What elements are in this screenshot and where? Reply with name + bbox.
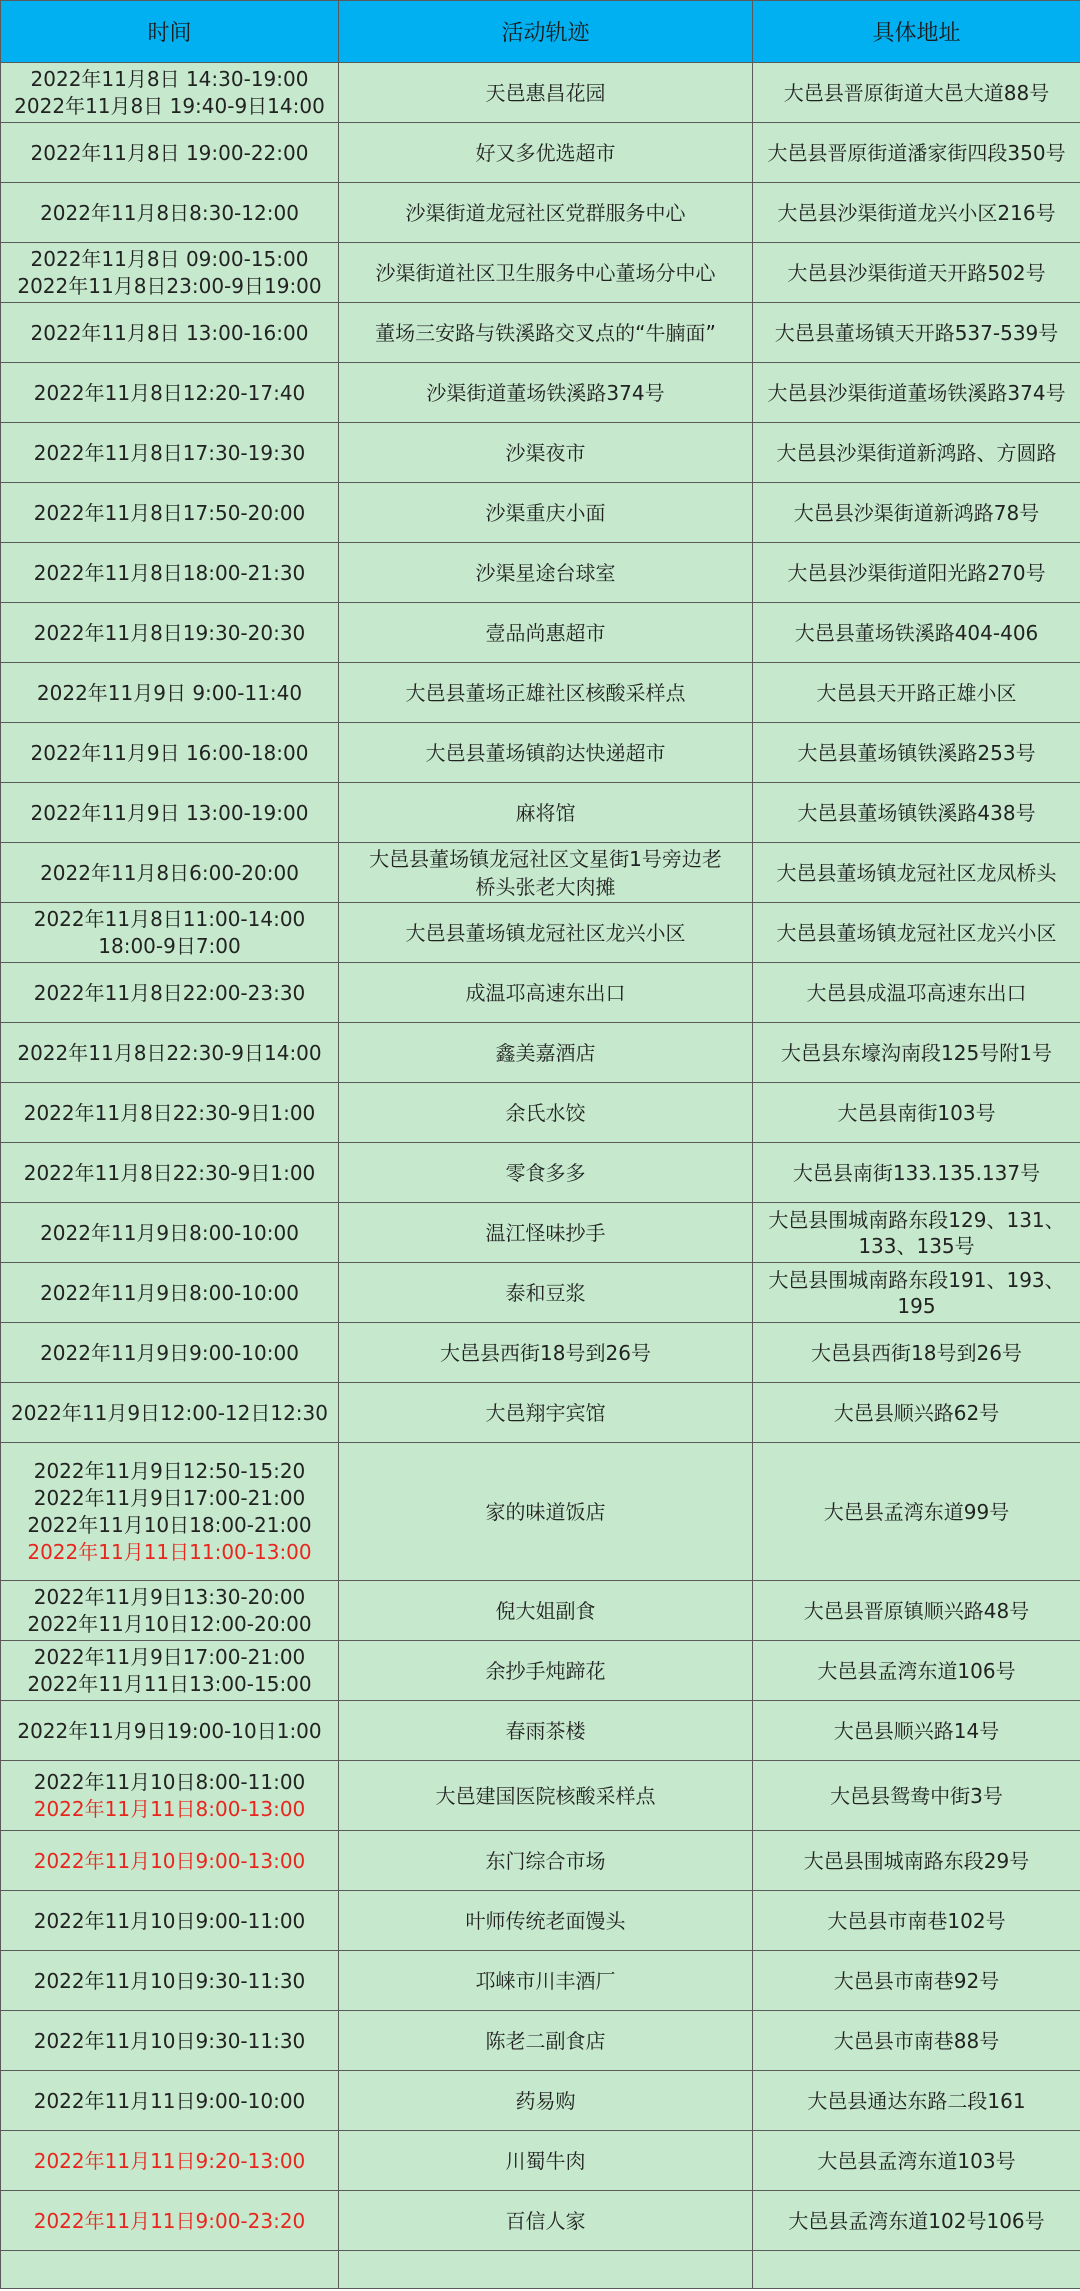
cell-track: 大邑翔宇宾馆 xyxy=(339,1383,753,1443)
cell-track: 大邑县董场镇龙冠社区文星街1号旁边老桥头张老大肉摊 xyxy=(339,843,753,903)
cell-track: 温江怪味抄手 xyxy=(339,1203,753,1263)
time-line: 2022年11月9日19:00-10日1:00 xyxy=(17,1718,322,1743)
cell-address: 大邑县市南巷92号 xyxy=(753,1951,1080,2011)
cell-address: 大邑县董场镇铁溪路253号 xyxy=(753,723,1080,783)
cell-time xyxy=(1,1891,339,1951)
cell-address: 大邑县孟湾东道99号 xyxy=(753,1443,1080,1581)
cell-address: 大邑县围城南路东段129、131、133、135号 xyxy=(753,1203,1080,1263)
table-row xyxy=(1,363,1080,423)
time-line: 2022年11月8日 19:00-22:00 xyxy=(30,140,309,165)
cell-track: 百信人家 xyxy=(339,2191,753,2251)
cell-address: 大邑县沙渠街道天开路502号 xyxy=(753,243,1080,303)
cell-address: 大邑县董场镇天开路537-539号 xyxy=(753,303,1080,363)
table-row xyxy=(1,483,1080,543)
time-line: 2022年11月10日8:00-11:00 xyxy=(33,1769,306,1794)
time-line: 2022年11月9日9:00-10:00 xyxy=(40,1340,299,1365)
cell-time xyxy=(1,483,339,543)
cell-time xyxy=(1,1641,339,1701)
time-line: 2022年11月10日12:00-20:00 xyxy=(27,1611,312,1636)
cell-address: 大邑县晋原镇顺兴路48号 xyxy=(753,1581,1080,1641)
cell-time xyxy=(1,1203,339,1263)
cell-address: 大邑县孟湾东道102号106号 xyxy=(753,2191,1080,2251)
cell-address: 大邑县沙渠街道龙兴小区216号 xyxy=(753,183,1080,243)
time-line: 2022年11月11日8:00-13:00 xyxy=(33,1796,306,1821)
table-row xyxy=(1,2191,1080,2251)
time-line: 2022年11月8日6:00-20:00 xyxy=(40,860,299,885)
cell-track: 春雨茶楼 xyxy=(339,1701,753,1761)
time-line: 2022年11月11日11:00-13:00 xyxy=(27,1539,312,1564)
cell-time xyxy=(1,1443,339,1581)
cell-address: 大邑县晋原街道潘家街四段350号 xyxy=(753,123,1080,183)
cell-time xyxy=(1,1143,339,1203)
cell-time xyxy=(1,1023,339,1083)
cell-address: 大邑县围城南路东段191、193、195 xyxy=(753,1263,1080,1323)
cell-time xyxy=(1,783,339,843)
cell-track: 余抄手炖蹄花 xyxy=(339,1641,753,1701)
cell-time xyxy=(1,2071,339,2131)
cell-time xyxy=(1,663,339,723)
table-row xyxy=(1,2071,1080,2131)
cell-track: 大邑县董场镇龙冠社区龙兴小区 xyxy=(339,903,753,963)
table-row xyxy=(1,843,1080,903)
cell-address: 大邑县市南巷88号 xyxy=(753,2011,1080,2071)
cell-track: 沙渠街道董场铁溪路374号 xyxy=(339,363,753,423)
table-row xyxy=(1,1581,1080,1641)
table-row xyxy=(1,1891,1080,1951)
cell-address: 大邑县董场镇龙冠社区龙凤桥头 xyxy=(753,843,1080,903)
time-line: 2022年11月10日9:00-11:00 xyxy=(33,1908,306,1933)
table-row xyxy=(1,1203,1080,1263)
table-row xyxy=(1,1323,1080,1383)
table-row xyxy=(1,663,1080,723)
time-line: 2022年11月8日22:30-9日1:00 xyxy=(23,1100,316,1125)
time-line: 2022年11月9日17:00-21:00 xyxy=(33,1644,306,1669)
cell-track: 大邑县董场镇韵达快递超市 xyxy=(339,723,753,783)
cell-address: 大邑县顺兴路62号 xyxy=(753,1383,1080,1443)
table-row xyxy=(1,423,1080,483)
cell-time xyxy=(1,183,339,243)
cell-address: 大邑县董场镇铁溪路438号 xyxy=(753,783,1080,843)
table-row xyxy=(1,123,1080,183)
cell-time xyxy=(1,903,339,963)
time-line: 2022年11月8日8:30-12:00 xyxy=(40,200,299,225)
time-line: 2022年11月8日12:20-17:40 xyxy=(33,380,306,405)
table-row xyxy=(1,2011,1080,2071)
header-row xyxy=(1,1,1080,63)
cell-track: 天邑惠昌花园 xyxy=(339,63,753,123)
cell-time xyxy=(1,1831,339,1891)
cell-address: 大邑县围城南路东段29号 xyxy=(753,1831,1080,1891)
table-row xyxy=(1,1831,1080,1891)
table-row xyxy=(1,603,1080,663)
cell-time xyxy=(1,963,339,1023)
table-row xyxy=(1,1641,1080,1701)
time-line: 2022年11月8日17:50-20:00 xyxy=(33,500,306,525)
cell-track: 沙渠夜市 xyxy=(339,423,753,483)
header-address: 具体地址 xyxy=(753,1,1080,63)
table-row xyxy=(1,1023,1080,1083)
cell-time xyxy=(1,423,339,483)
time-line: 2022年11月11日13:00-15:00 xyxy=(27,1671,312,1696)
cell-address: 大邑县晋原街道大邑大道88号 xyxy=(753,63,1080,123)
header-track: 活动轨迹 xyxy=(339,1,753,63)
cell-time xyxy=(1,63,339,123)
time-line: 2022年11月9日17:00-21:00 xyxy=(33,1485,306,1510)
time-line: 2022年11月10日9:00-13:00 xyxy=(33,1848,306,1873)
table-row xyxy=(1,1951,1080,2011)
cell-time xyxy=(1,1761,339,1831)
cell-time xyxy=(1,1263,339,1323)
time-line: 2022年11月9日 13:00-19:00 xyxy=(30,800,309,825)
cell-track xyxy=(339,2251,753,2289)
table-row xyxy=(1,1383,1080,1443)
cell-time xyxy=(1,243,339,303)
cell-time xyxy=(1,2131,339,2191)
time-line: 2022年11月8日17:30-19:30 xyxy=(33,440,306,465)
cell-address: 大邑县顺兴路14号 xyxy=(753,1701,1080,1761)
cell-time xyxy=(1,1083,339,1143)
time-line: 2022年11月11日9:00-10:00 xyxy=(33,2088,306,2113)
cell-track: 零食多多 xyxy=(339,1143,753,1203)
table-row xyxy=(1,2251,1080,2289)
time-line: 2022年11月8日11:00-14:00 xyxy=(33,906,306,931)
cell-address: 大邑县天开路正雄小区 xyxy=(753,663,1080,723)
cell-track: 大邑县西街18号到26号 xyxy=(339,1323,753,1383)
cell-track: 大邑县董场正雄社区核酸采样点 xyxy=(339,663,753,723)
time-line: 2022年11月9日12:00-12日12:30 xyxy=(10,1400,328,1425)
cell-track: 川蜀牛肉 xyxy=(339,2131,753,2191)
time-line: 2022年11月8日23:00-9日19:00 xyxy=(17,273,322,298)
cell-track: 沙渠星途台球室 xyxy=(339,543,753,603)
table-row xyxy=(1,723,1080,783)
cell-track: 大邑建国医院核酸采样点 xyxy=(339,1761,753,1831)
cell-time xyxy=(1,2191,339,2251)
table-row xyxy=(1,183,1080,243)
cell-time xyxy=(1,723,339,783)
cell-address: 大邑县孟湾东道106号 xyxy=(753,1641,1080,1701)
cell-address: 大邑县沙渠街道新鸿路、方圆路 xyxy=(753,423,1080,483)
cell-address: 大邑县成温邛高速东出口 xyxy=(753,963,1080,1023)
cell-address: 大邑县鸳鸯中街3号 xyxy=(753,1761,1080,1831)
time-line: 2022年11月8日 13:00-16:00 xyxy=(30,320,309,345)
table-row xyxy=(1,1083,1080,1143)
cell-address: 大邑县沙渠街道阳光路270号 xyxy=(753,543,1080,603)
cell-track: 董场三安路与铁溪路交叉点的“牛腩面” xyxy=(339,303,753,363)
cell-track: 倪大姐副食 xyxy=(339,1581,753,1641)
cell-track: 东门综合市场 xyxy=(339,1831,753,1891)
cell-time xyxy=(1,123,339,183)
cell-address: 大邑县沙渠街道董场铁溪路374号 xyxy=(753,363,1080,423)
time-line: 2022年11月8日 19:40-9日14:00 xyxy=(14,93,325,118)
time-line: 2022年11月9日 9:00-11:40 xyxy=(36,680,303,705)
cell-time xyxy=(1,1951,339,2011)
table-row xyxy=(1,63,1080,123)
cell-address: 大邑县董场铁溪路404-406 xyxy=(753,603,1080,663)
cell-time xyxy=(1,303,339,363)
cell-track: 麻将馆 xyxy=(339,783,753,843)
cell-address xyxy=(753,2251,1080,2289)
header-time: 时间 xyxy=(1,1,339,63)
time-line: 2022年11月10日9:30-11:30 xyxy=(33,2028,306,2053)
table-row xyxy=(1,1761,1080,1831)
cell-address: 大邑县东壕沟南段125号附1号 xyxy=(753,1023,1080,1083)
time-line: 2022年11月9日12:50-15:20 xyxy=(33,1458,306,1483)
cell-track: 陈老二副食店 xyxy=(339,2011,753,2071)
time-line: 2022年11月8日18:00-21:30 xyxy=(33,560,306,585)
cell-address: 大邑县南街103号 xyxy=(753,1083,1080,1143)
table-row xyxy=(1,963,1080,1023)
time-line: 2022年11月8日 14:30-19:00 xyxy=(30,66,309,91)
time-line: 2022年11月11日9:00-23:20 xyxy=(33,2208,306,2233)
time-line: 2022年11月9日13:30-20:00 xyxy=(33,1584,306,1609)
cell-track: 沙渠街道社区卫生服务中心董场分中心 xyxy=(339,243,753,303)
table-row xyxy=(1,243,1080,303)
time-line: 2022年11月8日22:00-23:30 xyxy=(33,980,306,1005)
table-row xyxy=(1,543,1080,603)
cell-address: 大邑县南街133.135.137号 xyxy=(753,1143,1080,1203)
cell-time xyxy=(1,1323,339,1383)
cell-time xyxy=(1,543,339,603)
cell-track: 沙渠重庆小面 xyxy=(339,483,753,543)
table-row xyxy=(1,783,1080,843)
cell-time xyxy=(1,1701,339,1761)
cell-time xyxy=(1,843,339,903)
table-row xyxy=(1,1143,1080,1203)
cell-address: 大邑县沙渠街道新鸿路78号 xyxy=(753,483,1080,543)
cell-address: 大邑县董场镇龙冠社区龙兴小区 xyxy=(753,903,1080,963)
time-line: 2022年11月9日8:00-10:00 xyxy=(40,1220,299,1245)
table-row xyxy=(1,903,1080,963)
cell-track: 邛崃市川丰酒厂 xyxy=(339,1951,753,2011)
cell-time xyxy=(1,2251,339,2289)
cell-track: 泰和豆浆 xyxy=(339,1263,753,1323)
cell-track: 成温邛高速东出口 xyxy=(339,963,753,1023)
table-body xyxy=(1,63,1080,2289)
time-line: 2022年11月8日22:30-9日14:00 xyxy=(17,1040,322,1065)
time-line: 2022年11月11日9:20-13:00 xyxy=(33,2148,306,2173)
cell-track: 沙渠街道龙冠社区党群服务中心 xyxy=(339,183,753,243)
time-line: 2022年11月8日22:30-9日1:00 xyxy=(23,1160,316,1185)
cell-time xyxy=(1,363,339,423)
cell-track: 叶师传统老面馒头 xyxy=(339,1891,753,1951)
cell-time xyxy=(1,2011,339,2071)
table-row xyxy=(1,303,1080,363)
cell-time xyxy=(1,1581,339,1641)
table-row xyxy=(1,1701,1080,1761)
cell-time xyxy=(1,1383,339,1443)
time-line: 2022年11月9日8:00-10:00 xyxy=(40,1280,299,1305)
table-row xyxy=(1,1263,1080,1323)
table-row xyxy=(1,2131,1080,2191)
cell-track: 家的味道饭店 xyxy=(339,1443,753,1581)
time-line: 2022年11月10日18:00-21:00 xyxy=(27,1512,312,1537)
cell-address: 大邑县西街18号到26号 xyxy=(753,1323,1080,1383)
time-line: 2022年11月9日 16:00-18:00 xyxy=(30,740,309,765)
cell-track: 鑫美嘉酒店 xyxy=(339,1023,753,1083)
time-line: 2022年11月10日9:30-11:30 xyxy=(33,1968,306,1993)
cell-track: 好又多优选超市 xyxy=(339,123,753,183)
cell-address: 大邑县市南巷102号 xyxy=(753,1891,1080,1951)
cell-address: 大邑县通达东路二段161 xyxy=(753,2071,1080,2131)
time-line: 2022年11月8日 09:00-15:00 xyxy=(30,246,309,271)
time-line: 18:00-9日7:00 xyxy=(98,933,241,958)
cell-time xyxy=(1,603,339,663)
table-row xyxy=(1,1443,1080,1581)
cell-track: 余氏水饺 xyxy=(339,1083,753,1143)
cell-track: 药易购 xyxy=(339,2071,753,2131)
cell-address: 大邑县孟湾东道103号 xyxy=(753,2131,1080,2191)
time-line: 2022年11月8日19:30-20:30 xyxy=(33,620,306,645)
cell-track: 壹品尚惠超市 xyxy=(339,603,753,663)
